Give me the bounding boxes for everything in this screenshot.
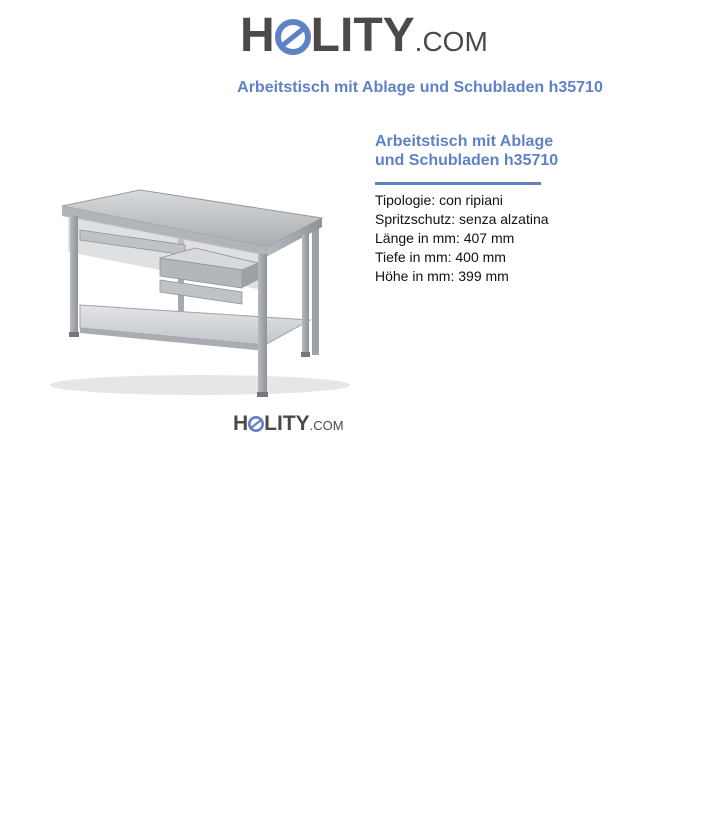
logo-o-icon: [248, 412, 264, 436]
spec-tiefe: Tiefe in mm: 400 mm: [375, 249, 506, 265]
logo-letters-lity: LITY: [310, 9, 415, 62]
holity-logo[interactable]: [240, 8, 488, 68]
title-divider: [375, 182, 541, 185]
logo-letters-lity: LITY: [264, 412, 310, 435]
holity-logo-small: [233, 412, 344, 438]
product-title: [375, 132, 675, 170]
spec-hoehe: Höhe in mm: 399 mm: [375, 268, 509, 284]
logo-o-icon: [275, 8, 311, 63]
product-image: [10, 130, 360, 410]
page-title: Arbeitstisch mit Ablage und Schubladen h35710: [237, 79, 603, 96]
spec-spritzschutz: Spritzschutz: senza alzatina: [375, 211, 549, 227]
product-info: [375, 132, 675, 286]
product-title-line-1: Arbeitstisch mit Ablage: [375, 133, 554, 150]
logo-dot-com: .COM: [309, 418, 344, 433]
product-title-line-2: und Schubladen h35710: [375, 152, 559, 169]
logo-dot-com: .COM: [414, 26, 488, 57]
logo-letter-h: H: [233, 412, 249, 435]
spec-tipologie: Tipologie: con ripiani: [375, 192, 503, 208]
spec-laenge: Länge in mm: 407 mm: [375, 230, 515, 246]
logo-letter-h: H: [240, 9, 275, 62]
